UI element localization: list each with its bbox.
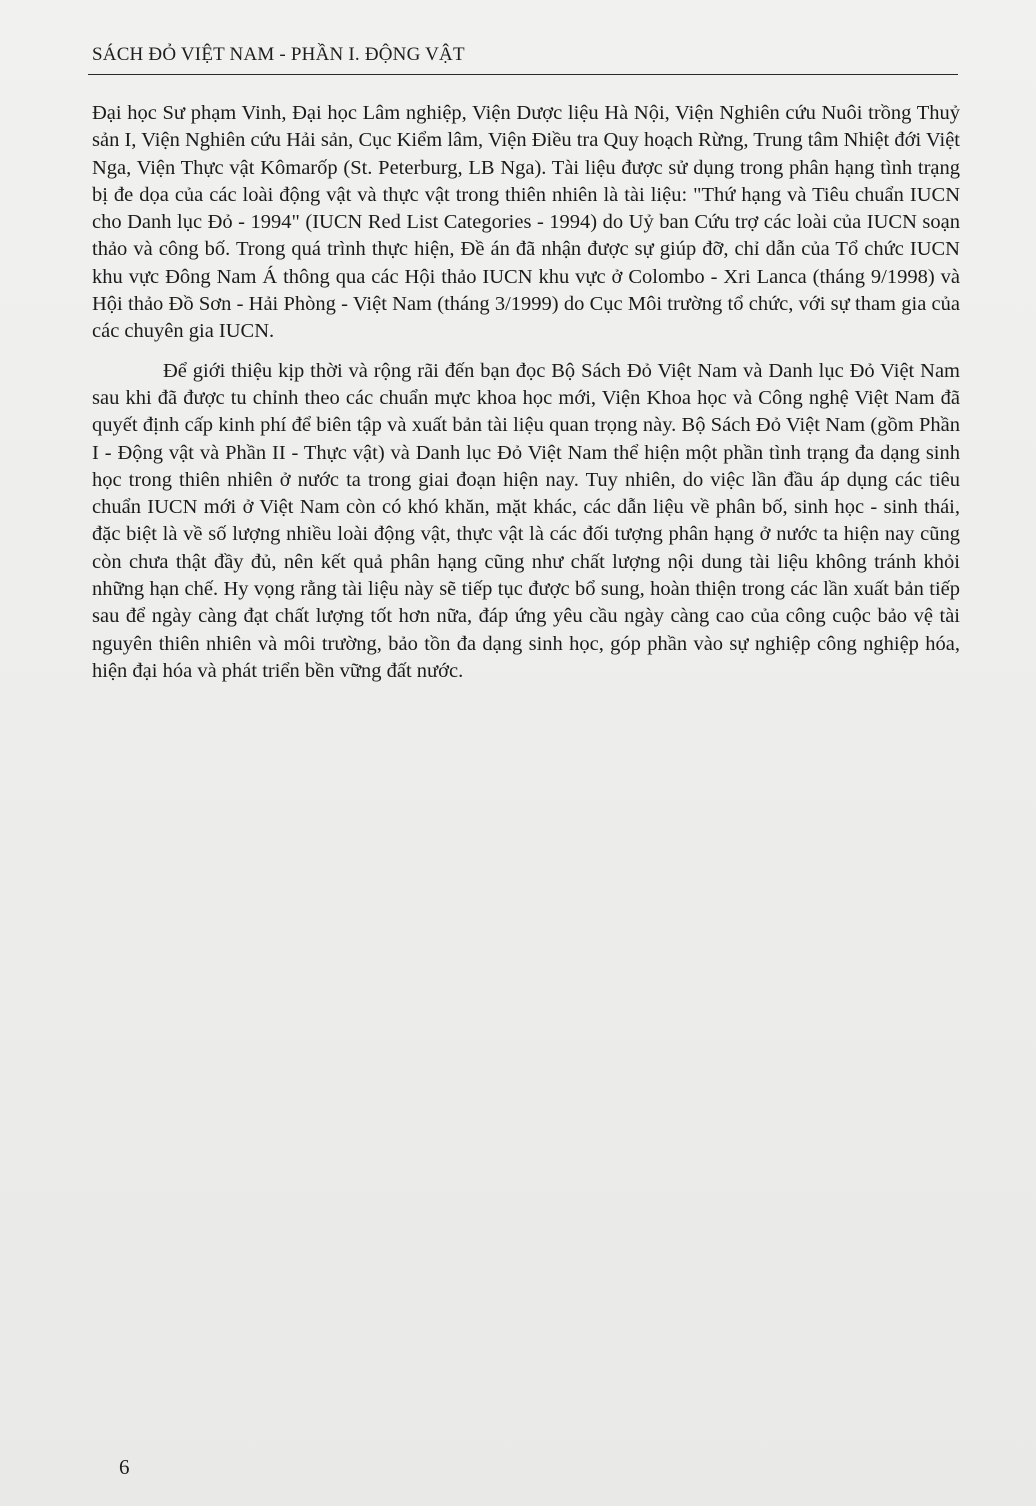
paragraph-continuation: Đại học Sư phạm Vinh, Đại học Lâm nghiệp, Viện Dược liệu Hà Nội, Viện Nghiên cứu Nuôi trồng Thuỷ sản I, Viện Nghiên cứu Hải sản, Cục Kiểm lâm, Viện Điều tra Quy hoạch Rừng, Trung tâm Nhiệt đới Việt Nga, Viện Thực vật Kômarốp (St. Peterburg, LB Nga). Tài liệu được sử dụng trong phân hạng tình trạng bị đe dọa của các loài động vật và thực vật trong thiên nhiên là tài liệu: "Thứ hạng và Tiêu chuẩn IUCN cho Danh lục Đỏ - 1994" (IUCN Red List Categories - 1994) do Uỷ ban Cứu trợ các loài của IUCN soạn thảo và công bố. Trong quá trình thực hiện, Đề án đã nhận được sự giúp đỡ, chỉ dẫn của Tổ chức IUCN khu vực Đông Nam Á thông qua các Hội thảo IUCN khu vực ở Colombo - Xri Lanca (tháng 9/1998) và Hội thảo Đồ Sơn - Hải Phòng - Việt Nam (tháng 3/1999) do Cục Môi trường tổ chức, với sự tham gia của các chuyên gia IUCN. xyxy=(92,102,960,343)
header-title: SÁCH ĐỎ VIỆT NAM - PHẦN I. ĐỘNG VẬT xyxy=(92,44,465,65)
page-number: 6 xyxy=(119,1455,130,1479)
running-header xyxy=(88,40,958,75)
paragraph-introduction: Để giới thiệu kịp thời và rộng rãi đến bạn đọc Bộ Sách Đỏ Việt Nam và Danh lục Đỏ Việt Nam sau khi đã được tu chỉnh theo các chuẩn mực khoa học mới, Viện Khoa học và Công nghệ Việt Nam đã quyết định cấp kinh phí để biên tập và xuất bản tài liệu quan trọng này. Bộ Sách Đỏ Việt Nam (gồm Phần I - Động vật và Phần II - Thực vật) và Danh lục Đỏ Việt Nam thể hiện một phần tình trạng đa dạng sinh học trong thiên nhiên ở nước ta trong giai đoạn hiện nay. Tuy nhiên, do việc lần đầu áp dụng các tiêu chuẩn IUCN mới ở Việt Nam còn có khó khăn, mặt khác, các dẫn liệu về phân bố, sinh học - sinh thái, đặc biệt là về số lượng nhiều loài động vật, thực vật là các đối tượng phân hạng ở nước ta hiện nay cũng còn chưa thật đầy đủ, nên kết quả phân hạng cũng như chất lượng nội dung tài liệu không tránh khỏi những hạn chế. Hy vọng rằng tài liệu này sẽ tiếp tục được bổ sung, hoàn thiện trong các lần xuất bản tiếp sau để ngày càng đạt chất lượng tốt hơn nữa, đáp ứng yêu cầu ngày càng cao của công cuộc bảo vệ tài nguyên thiên nhiên và môi trường, bảo tồn đa dạng sinh học, góp phần vào sự nghiệp công nghiệp hóa, hiện đại hóa và phát triển bền vững đất nước. xyxy=(92,359,960,682)
body-text xyxy=(92,100,960,685)
